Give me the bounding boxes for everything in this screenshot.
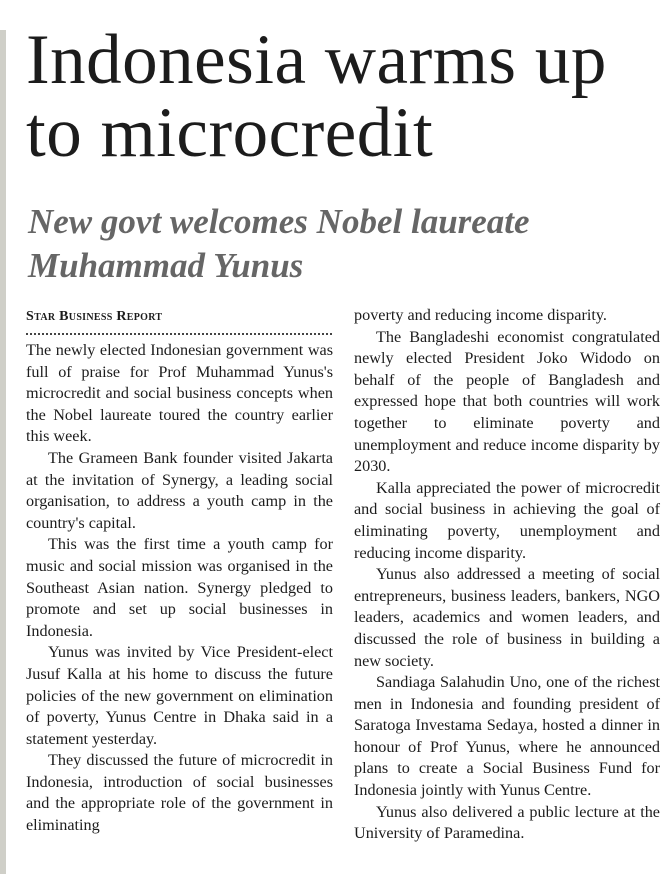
article-column-left (26, 306, 333, 837)
paragraph: Sandiaga Salahudin Uno, one of the richest men in Indonesia and founding president of Saratoga Investama Sedaya, hosted a dinner in honour of Prof Yunus, where he announced plans to create a Social Business Fund for Indonesia jointly with Yunus Centre. (354, 673, 660, 800)
subheadline: New govt welcomes Nobel laureate Muhammad Yunus (28, 202, 530, 285)
paragraph: The Bangladeshi economist congratulated newly elected President Joko Widodo on behalf of the people of Bangladesh and expressed hope that both countries will work together to eliminate poverty and unemployment and reduce income disparity by 2030. (354, 327, 660, 476)
page-edge-strip (0, 30, 6, 874)
paragraph: They discussed the future of microcredit in Indonesia, introduction of social businesses and the appropriate role of the government in eliminating (26, 751, 333, 835)
byline-dotted-divider (26, 333, 332, 335)
paragraph: Yunus also delivered a public lecture at the University of Paramedina. (354, 802, 660, 843)
byline: Star Business Report (26, 309, 163, 324)
paragraph: Yunus also addressed a meeting of social entrepreneurs, business leaders, bankers, NGO leaders, academics and women leaders, and discussed the role of business in building a new society. (354, 565, 660, 670)
paragraph: Kalla appreciated the power of microcredit and social business in achieving the goal of eliminating poverty, unemployment and reducing income disparity. (354, 478, 660, 562)
article-column-right (354, 305, 660, 845)
headline: Indonesia warms up to microcredit (26, 21, 607, 172)
paragraph-continuation: poverty and reducing income disparity. (354, 306, 607, 324)
paragraph: Yunus was invited by Vice President-elect Jusuf Kalla at his home to discuss the future policies of the new government on elimination of poverty, Yunus Centre in Dhaka said in a statement yesterday. (26, 643, 333, 748)
paragraph: The Grameen Bank founder visited Jakarta at the invitation of Synergy, a leading social organisation, to address a youth camp in the country's capital. (26, 448, 333, 532)
paragraph: This was the first time a youth camp for music and social mission was organised in the Southeast Asian nation. Synergy pledged to promote and set up social businesses in Indonesia. (26, 535, 333, 640)
paragraph: The newly elected Indonesian government was full of praise for Prof Muhammad Yunus's microcredit and social business concepts when the Nobel laureate toured the country earlier this week. (26, 341, 333, 446)
